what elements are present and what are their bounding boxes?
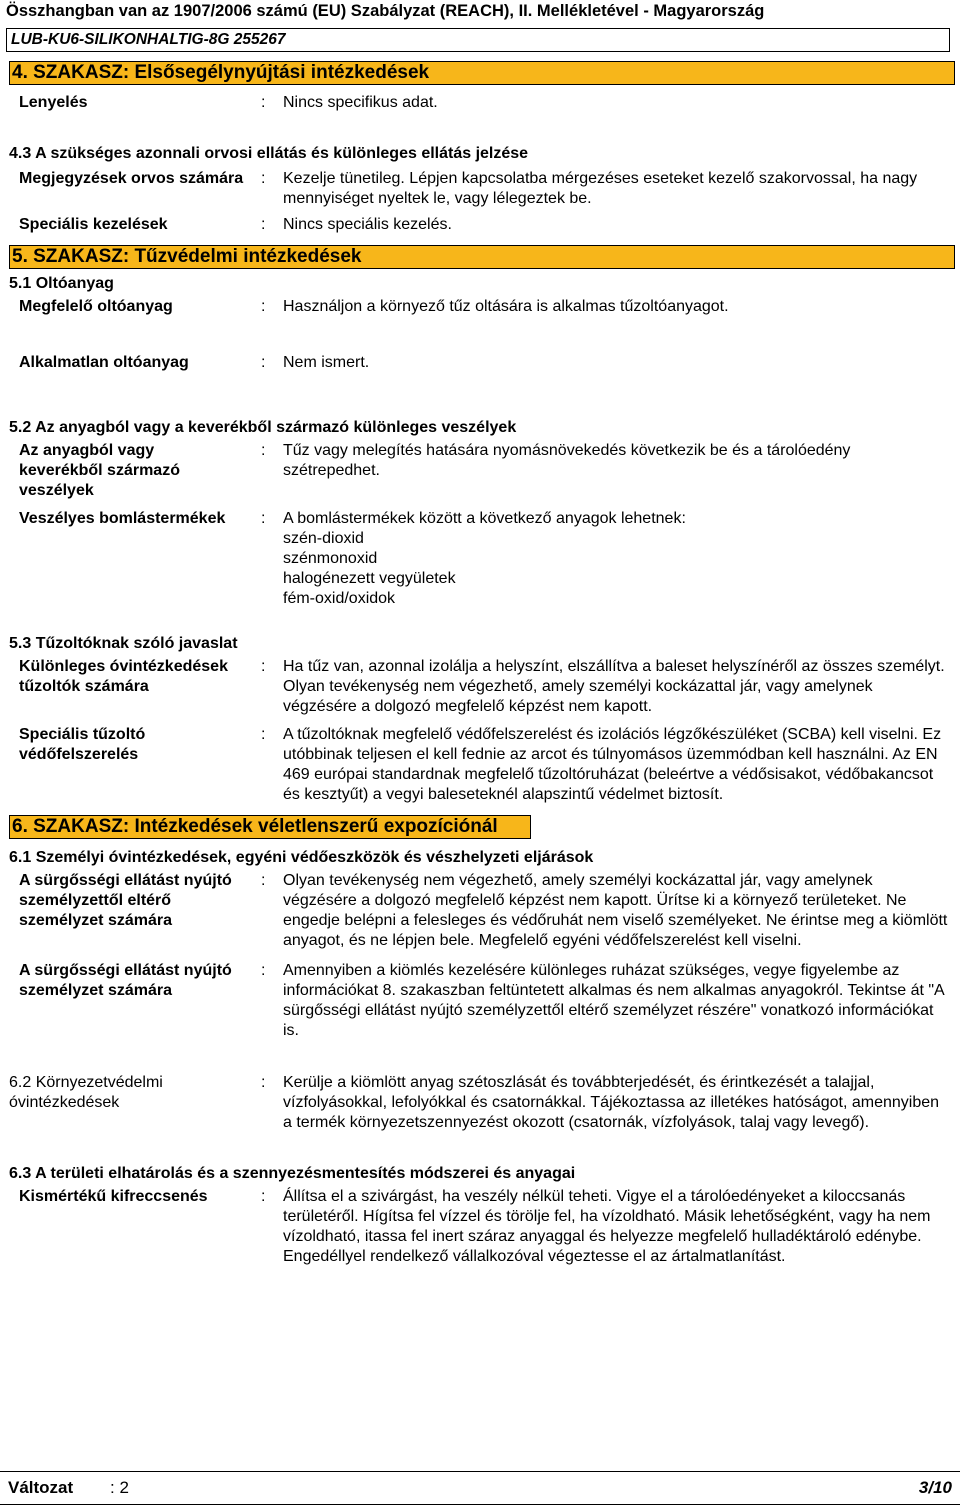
value-line: szén-dioxid — [283, 530, 364, 547]
row-bomlastermekek — [9, 509, 955, 609]
value-line: halogénezett vegyületek — [283, 570, 456, 587]
row-colon: : — [261, 726, 266, 743]
row-colon: : — [261, 94, 266, 111]
row-specialis-kezelesek — [9, 215, 955, 235]
row-value: Nincs specifikus adat. — [283, 94, 438, 111]
row-value: Nem ismert. — [283, 354, 370, 371]
row-label: A sürgősségi ellátást nyújtó személyzettől eltérő személyzet számára — [19, 872, 232, 929]
row-value: Olyan tevékenység nem végezhető, amely személyi kockázattal jár, vagy amelynek végzésére a dolgozó megfelelő képzést nem kapott. Ürítse ki a környező területeket. Ne engedje belépni a felesleges és védőruhát nem viselő személyeket. Ne érintse meg a kiömlött anyagot, és ne lépjen bele. Megfelelő egyéni védőfelszerelést kell viselni. — [283, 872, 948, 949]
row-alkalmatlan-oltoanyag — [9, 353, 955, 373]
row-kismerteku-kifreccsenes — [9, 1187, 955, 1267]
row-colon: : — [261, 216, 266, 233]
subsection-6-3: 6.3 A területi elhatárolás és a szennyezésmentesítés módszerei és anyagai — [9, 1165, 576, 1182]
row-colon: : — [261, 872, 266, 889]
row-colon: : — [261, 442, 266, 459]
row-value: Nincs speciális kezelés. — [283, 216, 452, 233]
subsection-5-1: 5.1 Oltóanyag — [9, 275, 114, 292]
row-value: Tűz vagy melegítés hatására nyomásnövekedés következik be és a tárolóedény szétrepedhet. — [283, 442, 851, 479]
row-colon: : — [261, 354, 266, 371]
document-body — [9, 57, 955, 1267]
row-kornyezetvedelmi — [9, 1073, 955, 1133]
row-label: Speciális kezelések — [19, 216, 168, 233]
document-header — [0, 0, 960, 56]
value-line: szénmonoxid — [283, 550, 378, 567]
subsection-5-3: 5.3 Tűzoltóknak szóló javaslat — [9, 635, 238, 652]
section-5-title: 5. SZAKASZ: Tűzvédelmi intézkedések — [9, 245, 955, 269]
row-label: Az anyagból vagy keverékből származó veszélyek — [19, 442, 180, 499]
row-label: Speciális tűzoltó védőfelszerelés — [19, 726, 146, 763]
subsection-6-1: 6.1 Személyi óvintézkedések, egyéni védőeszközök és vészhelyzeti eljárások — [9, 849, 594, 866]
row-label: Különleges óvintézkedések tűzoltók számára — [19, 658, 228, 695]
value-line: fém-oxid/oxidok — [283, 590, 396, 607]
row-colon: : — [261, 510, 266, 527]
row-value: Ha tűz van, azonnal izolálja a helyszínt, elszállítva a baleset helyszínéről az összes személyt. Olyan tevékenység nem végezhető, amely személyi kockázattal jár, vagy amelynek végzésére a dolgozó megfelelő képzést nem kapott. — [283, 658, 945, 715]
value-line: A bomlástermékek között a következő anyagok lehetnek: — [283, 510, 686, 527]
row-megfelelo-oltoanyag — [9, 297, 955, 317]
row-label: A sürgősségi ellátást nyújtó személyzet számára — [19, 962, 232, 999]
row-label: Kismértékű kifreccsenés — [19, 1188, 208, 1205]
subsection-6-2-label: 6.2 Környezetvédelmi óvintézkedések — [9, 1074, 163, 1111]
row-lenyeles — [9, 93, 955, 113]
version-value: : 2 — [110, 1478, 129, 1497]
version-label: Változat — [8, 1478, 74, 1497]
row-value: Amennyiben a kiömlés kezelésére különleges ruházat szükséges, vegye figyelembe az információkat 8. szakaszban feltüntetett alkalmas és nem alkalmas anyagokról. Tekintse át "A sürgősségi ellátást nyújtó személyzettől eltérő személyzet részére" vonatkozó információkat is. — [283, 962, 944, 1039]
row-value: Állítsa el a szivárgást, ha veszély nélkül teheti. Vigye el a tárolóedényeket a kiloccsanás területéről. Hígítsa fel vízzel és törölje fel, ha vízoldható. Másik lehetőségként, vagy ha nem vízoldható, itassa fel inert száraz anyaggal és helyezze megfelelő hulladéktároló edénybe. Engedéllyel rendelkező vállalkozóval végeztesse el az ártalmatlanítást. — [283, 1188, 931, 1265]
row-colon: : — [261, 1188, 266, 1205]
row-colon: : — [261, 1074, 266, 1091]
row-megjegyzesek — [9, 169, 955, 209]
row-value — [283, 509, 955, 609]
row-label: Megfelelő oltóanyag — [19, 298, 173, 315]
row-kulonleges-ovintezkedesek — [9, 657, 955, 717]
row-label: Lenyelés — [19, 94, 88, 111]
row-value: Kezelje tünetileg. Lépjen kapcsolatba mérgezéses eseteket kezelő szakorvossal, ha nagy mennyiséget nyeltek le, vagy lélegeztek be. — [283, 170, 918, 207]
subsection-5-2: 5.2 Az anyagból vagy a keverékből származó különleges veszélyek — [9, 419, 517, 436]
row-value: Kerülje a kiömlött anyag szétoszlását és továbbterjedését, és érintkezését a talajjal, vízfolyásokkal, lefolyókkal és csatornákkal. Tájékoztassa az illetékes hatóságot, amennyiben a termék környezetszennyezést okozott (csatornák, vízfolyások, talaj vagy levegő). — [283, 1074, 940, 1131]
row-specialis-tuzolto — [9, 725, 955, 805]
row-colon: : — [261, 962, 266, 979]
row-nem-surgossegi — [9, 871, 955, 951]
row-label: Alkalmatlan oltóanyag — [19, 354, 189, 371]
document-footer — [0, 1471, 960, 1505]
row-label: Megjegyzések orvos számára — [19, 170, 244, 187]
section-6-title: 6. SZAKASZ: Intézkedések véletlenszerű expozíciónál — [9, 815, 531, 839]
product-code: LUB-KU6-SILIKONHALTIG-8G 255267 — [6, 28, 950, 52]
page-number: 3/10 — [918, 1478, 952, 1497]
row-colon: : — [261, 298, 266, 315]
row-label: Veszélyes bomlástermékek — [19, 510, 226, 527]
row-value: Használjon a környező tűz oltására is alkalmas tűzoltóanyagot. — [283, 298, 729, 315]
row-colon: : — [261, 658, 266, 675]
row-anyagbol-veszelyek — [9, 441, 955, 501]
row-value: A tűzoltóknak megfelelő védőfelszerelést és izolációs légzőkészüléket (SCBA) kell viselni. Ez utóbbinak teljesen el kell fednie az arcot és túlnyomásos üzemmódban kell használni. Az EN 469 európai standardnak megfelelő tűzoltóruházat (beleértve a védősisakot, védőbakancsot és kesztyűt) a vegyi baleseteknél alapszintű védelmet biztosít. — [283, 726, 942, 803]
row-colon: : — [261, 170, 266, 187]
subsection-4-3: 4.3 A szükséges azonnali orvosi ellátás és különleges ellátás jelzése — [9, 145, 529, 162]
section-4-title: 4. SZAKASZ: Elsősegélynyújtási intézkedések — [9, 61, 955, 85]
row-surgossegi — [9, 961, 955, 1041]
regulation-line: Összhangban van az 1907/2006 számú (EU) Szabályzat (REACH), II. Mellékletével - Magyarország — [6, 2, 765, 20]
